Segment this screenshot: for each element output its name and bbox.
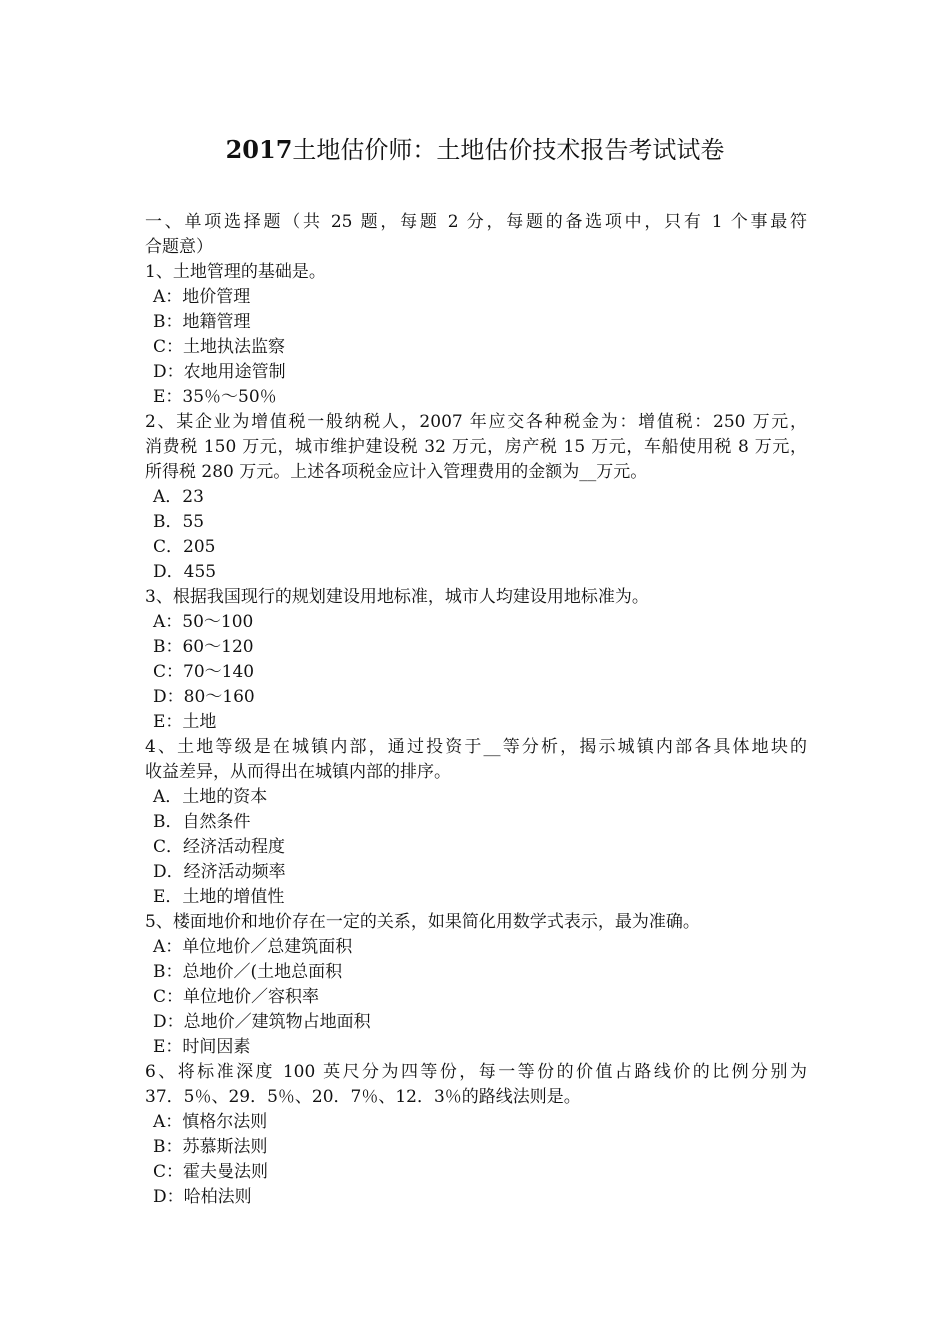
page-title [0, 134, 950, 166]
answer-option: C：70～140 [153, 662, 255, 682]
question-text-line: 37．5％、29．5％、20．7％、12．3％的路线法则是。 [145, 1087, 581, 1107]
answer-option: B：60～120 [153, 637, 254, 657]
answer-option: D．455 [153, 562, 217, 582]
answer-option: A：单位地价／总建筑面积 [153, 937, 353, 957]
title-text: 土地估价师：土地估价技术报告考试试卷 [292, 136, 725, 164]
answer-option: E：时间因素 [153, 1037, 251, 1057]
answer-option: A．土地的资本 [153, 787, 268, 807]
answer-option: B．自然条件 [153, 812, 251, 832]
question-text-line: 所得税 280 万元。上述各项税金应计入管理费用的金额为__万元。 [145, 462, 648, 482]
question-text-line: 6、将标准深度 100 英尺分为四等份，每一等份的价值占路线价的比例分别为 [145, 1062, 807, 1082]
question-text-line: 4、土地等级是在城镇内部，通过投资于__等分析，揭示城镇内部各具体地块的 [145, 737, 807, 757]
answer-option: A：地价管理 [153, 287, 251, 307]
answer-option: B．55 [153, 512, 205, 532]
question-text-line: 3、根据我国现行的规划建设用地标准，城市人均建设用地标准为。 [145, 587, 649, 607]
question-text-line: 1、土地管理的基础是。 [145, 262, 326, 282]
document-body [145, 210, 807, 1210]
answer-option: B：地籍管理 [153, 312, 251, 332]
question-text-line: 消费税 150 万元，城市维护建设税 32 万元，房产税 15 万元，车船使用税 8 万元， [145, 437, 807, 457]
answer-option: C：单位地价／容积率 [153, 987, 320, 1007]
answer-option: D：总地价／建筑物占地面积 [153, 1012, 371, 1032]
answer-option: C：土地执法监察 [153, 337, 286, 357]
answer-option: C．205 [153, 537, 216, 557]
answer-option: C．经济活动程度 [153, 837, 286, 857]
answer-option: A：50～100 [153, 612, 254, 632]
answer-option: D：哈柏法则 [153, 1187, 252, 1207]
answer-option: D：农地用途管制 [153, 362, 286, 382]
answer-option: D．经济活动频率 [153, 862, 286, 882]
question-text-line: 5、楼面地价和地价存在一定的关系，如果简化用数学式表示，最为准确。 [145, 912, 700, 932]
answer-option: C：霍夫曼法则 [153, 1162, 269, 1182]
question-text-line: 2、某企业为增值税一般纳税人，2007 年应交各种税金为：增值税：250 万元， [145, 412, 807, 432]
answer-option: B：苏慕斯法则 [153, 1137, 268, 1157]
answer-option: D：80～160 [153, 687, 255, 707]
answer-option: A：慎格尔法则 [153, 1112, 268, 1132]
question-text-line: 合题意） [145, 237, 213, 257]
answer-option: A．23 [153, 487, 204, 507]
answer-option: B：总地价／(土地总面积 [153, 962, 343, 982]
answer-option: E．土地的增值性 [153, 887, 285, 907]
question-text-line: 收益差异，从而得出在城镇内部的排序。 [145, 762, 451, 782]
answer-option: E：土地 [153, 712, 217, 732]
answer-option: E：35％～50％ [153, 387, 277, 407]
question-text-line: 一、单项选择题（共 25 题，每题 2 分，每题的备选项中，只有 1 个事最符 [145, 212, 807, 232]
title-year: 2017 [225, 135, 293, 164]
